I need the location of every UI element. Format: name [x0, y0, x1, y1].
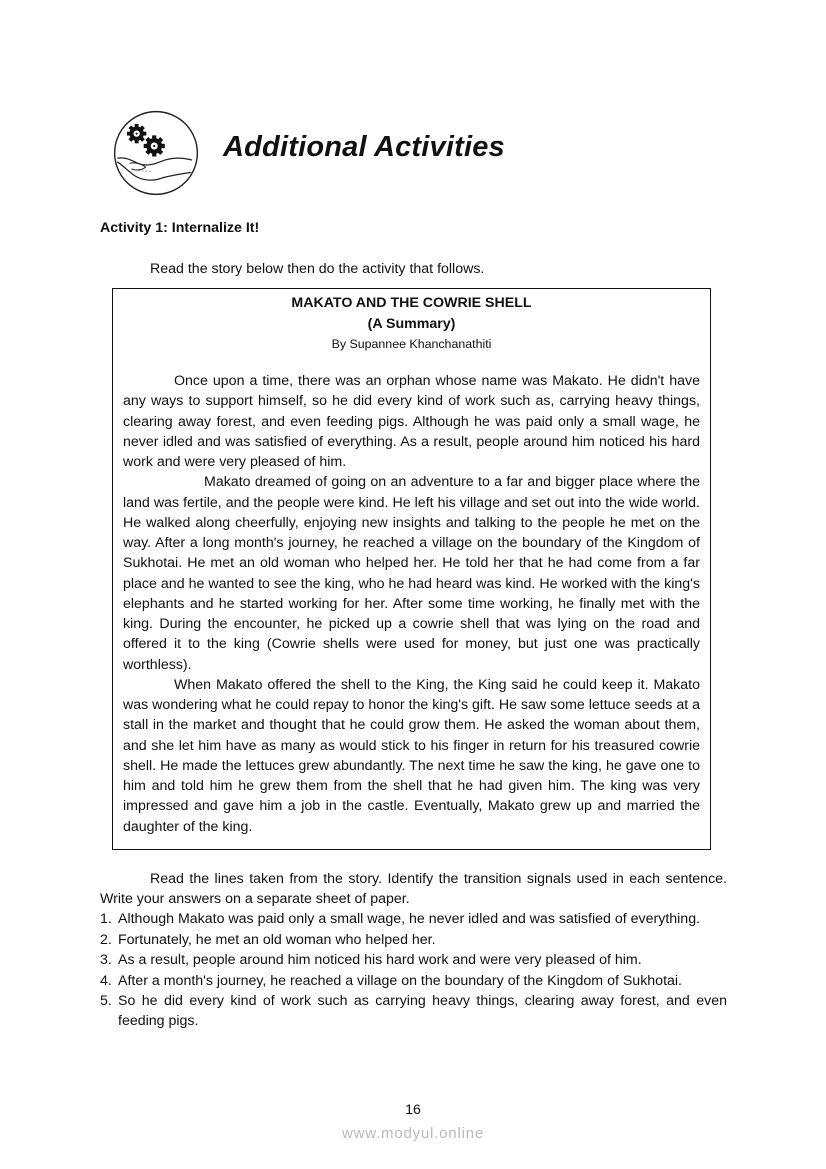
story-author: By Supannee Khanchanathiti: [331, 337, 492, 351]
section-header: [112, 108, 200, 198]
activity-instruction: Read the story below then do the activity that follows.: [150, 261, 485, 277]
page-title: Additional Activities: [223, 131, 505, 163]
question-item: [100, 931, 727, 951]
questions-section: [100, 870, 727, 1032]
question-item: [100, 910, 727, 930]
question-number: 3.: [100, 952, 112, 968]
question-item: [100, 992, 727, 1031]
story-box: [112, 288, 711, 850]
question-number: 4.: [100, 972, 112, 989]
story-subtitle: (A Summary): [367, 316, 456, 332]
activity-heading: Activity 1: Internalize It!: [100, 220, 260, 236]
question-number: 1.: [100, 911, 112, 927]
story-paragraph: Makato dreamed of going on an adventure to a far and bigger place where the land was fertile, and the people were kind. He left his village and set out into the wide world. He walked along cheerfully, enjoying new insights and talking to the people he met on the way. After a long month's journey, he reached a village on the boundary of the Kingdom of Sukhotai. He met an old woman who helped her. He told her that he had come from a far place and he wanted to see the king, who he had heard was kind. He worked with the king's elephants and he started working for her. After some time working, he finally met with the king. During the encounter, he picked up a cowrie shell that was lying on the road and offered it to the king (Cowrie shells were used for money, but just one was practically worthless).: [123, 474, 700, 673]
story-paragraph: Once upon a time, there was an orphan whose name was Makato. He didn't have any ways to support himself, so he did every kind of work such as, carrying heavy things, clearing away forest, and even feeding pigs. Although he was paid only a small wage, he never idled and was satisfied of everything. As a result, people around him noticed his hard work and were very pleased of him.: [123, 373, 700, 470]
question-text: So he did every kind of work such as carrying heavy things, clearing away forest, and even feeding pigs.: [118, 993, 727, 1029]
question-number: 5.: [100, 993, 112, 1009]
questions-intro: Read the lines taken from the story. Identify the transition signals used in each sentence. Write your answers on a separate sheet of paper.: [100, 871, 727, 907]
question-number: 2.: [100, 931, 112, 948]
story-paragraph: When Makato offered the shell to the King, the King said he could keep it. Makato was wondering what he could repay to honor the king's gift. He saw some lettuce seeds at a stall in the market and thought that he could grow them. He asked the woman about them, and she let him have as many as would stick to his finger in return for his treasured cowrie shell. He made the lettuces grew abundantly. The next time he saw the king, he gave one to him and told him he grew them from the shell that he had given him. The king was very impressed and gave him a job in the castle. Eventually, Makato grew up and married the daughter of the king.: [123, 676, 700, 835]
questions-list: [100, 910, 727, 1031]
gears-on-hand-icon: [112, 109, 200, 197]
story-body: [123, 371, 700, 837]
question-item: [100, 972, 727, 992]
question-text: As a result, people around him noticed his hard work and were very pleased of him.: [118, 952, 642, 968]
story-title: MAKATO AND THE COWRIE SHELL: [291, 295, 532, 311]
page-number: 16: [405, 1102, 421, 1118]
watermark-link[interactable]: www.modyul.online: [342, 1125, 484, 1142]
question-text: After a month's journey, he reached a village on the boundary of the Kingdom of Sukhotai.: [118, 972, 682, 989]
question-item: [100, 951, 727, 971]
question-text: Although Makato was paid only a small wage, he never idled and was satisfied of everything.: [118, 911, 701, 927]
question-text: Fortunately, he met an old woman who helped her.: [118, 931, 436, 948]
